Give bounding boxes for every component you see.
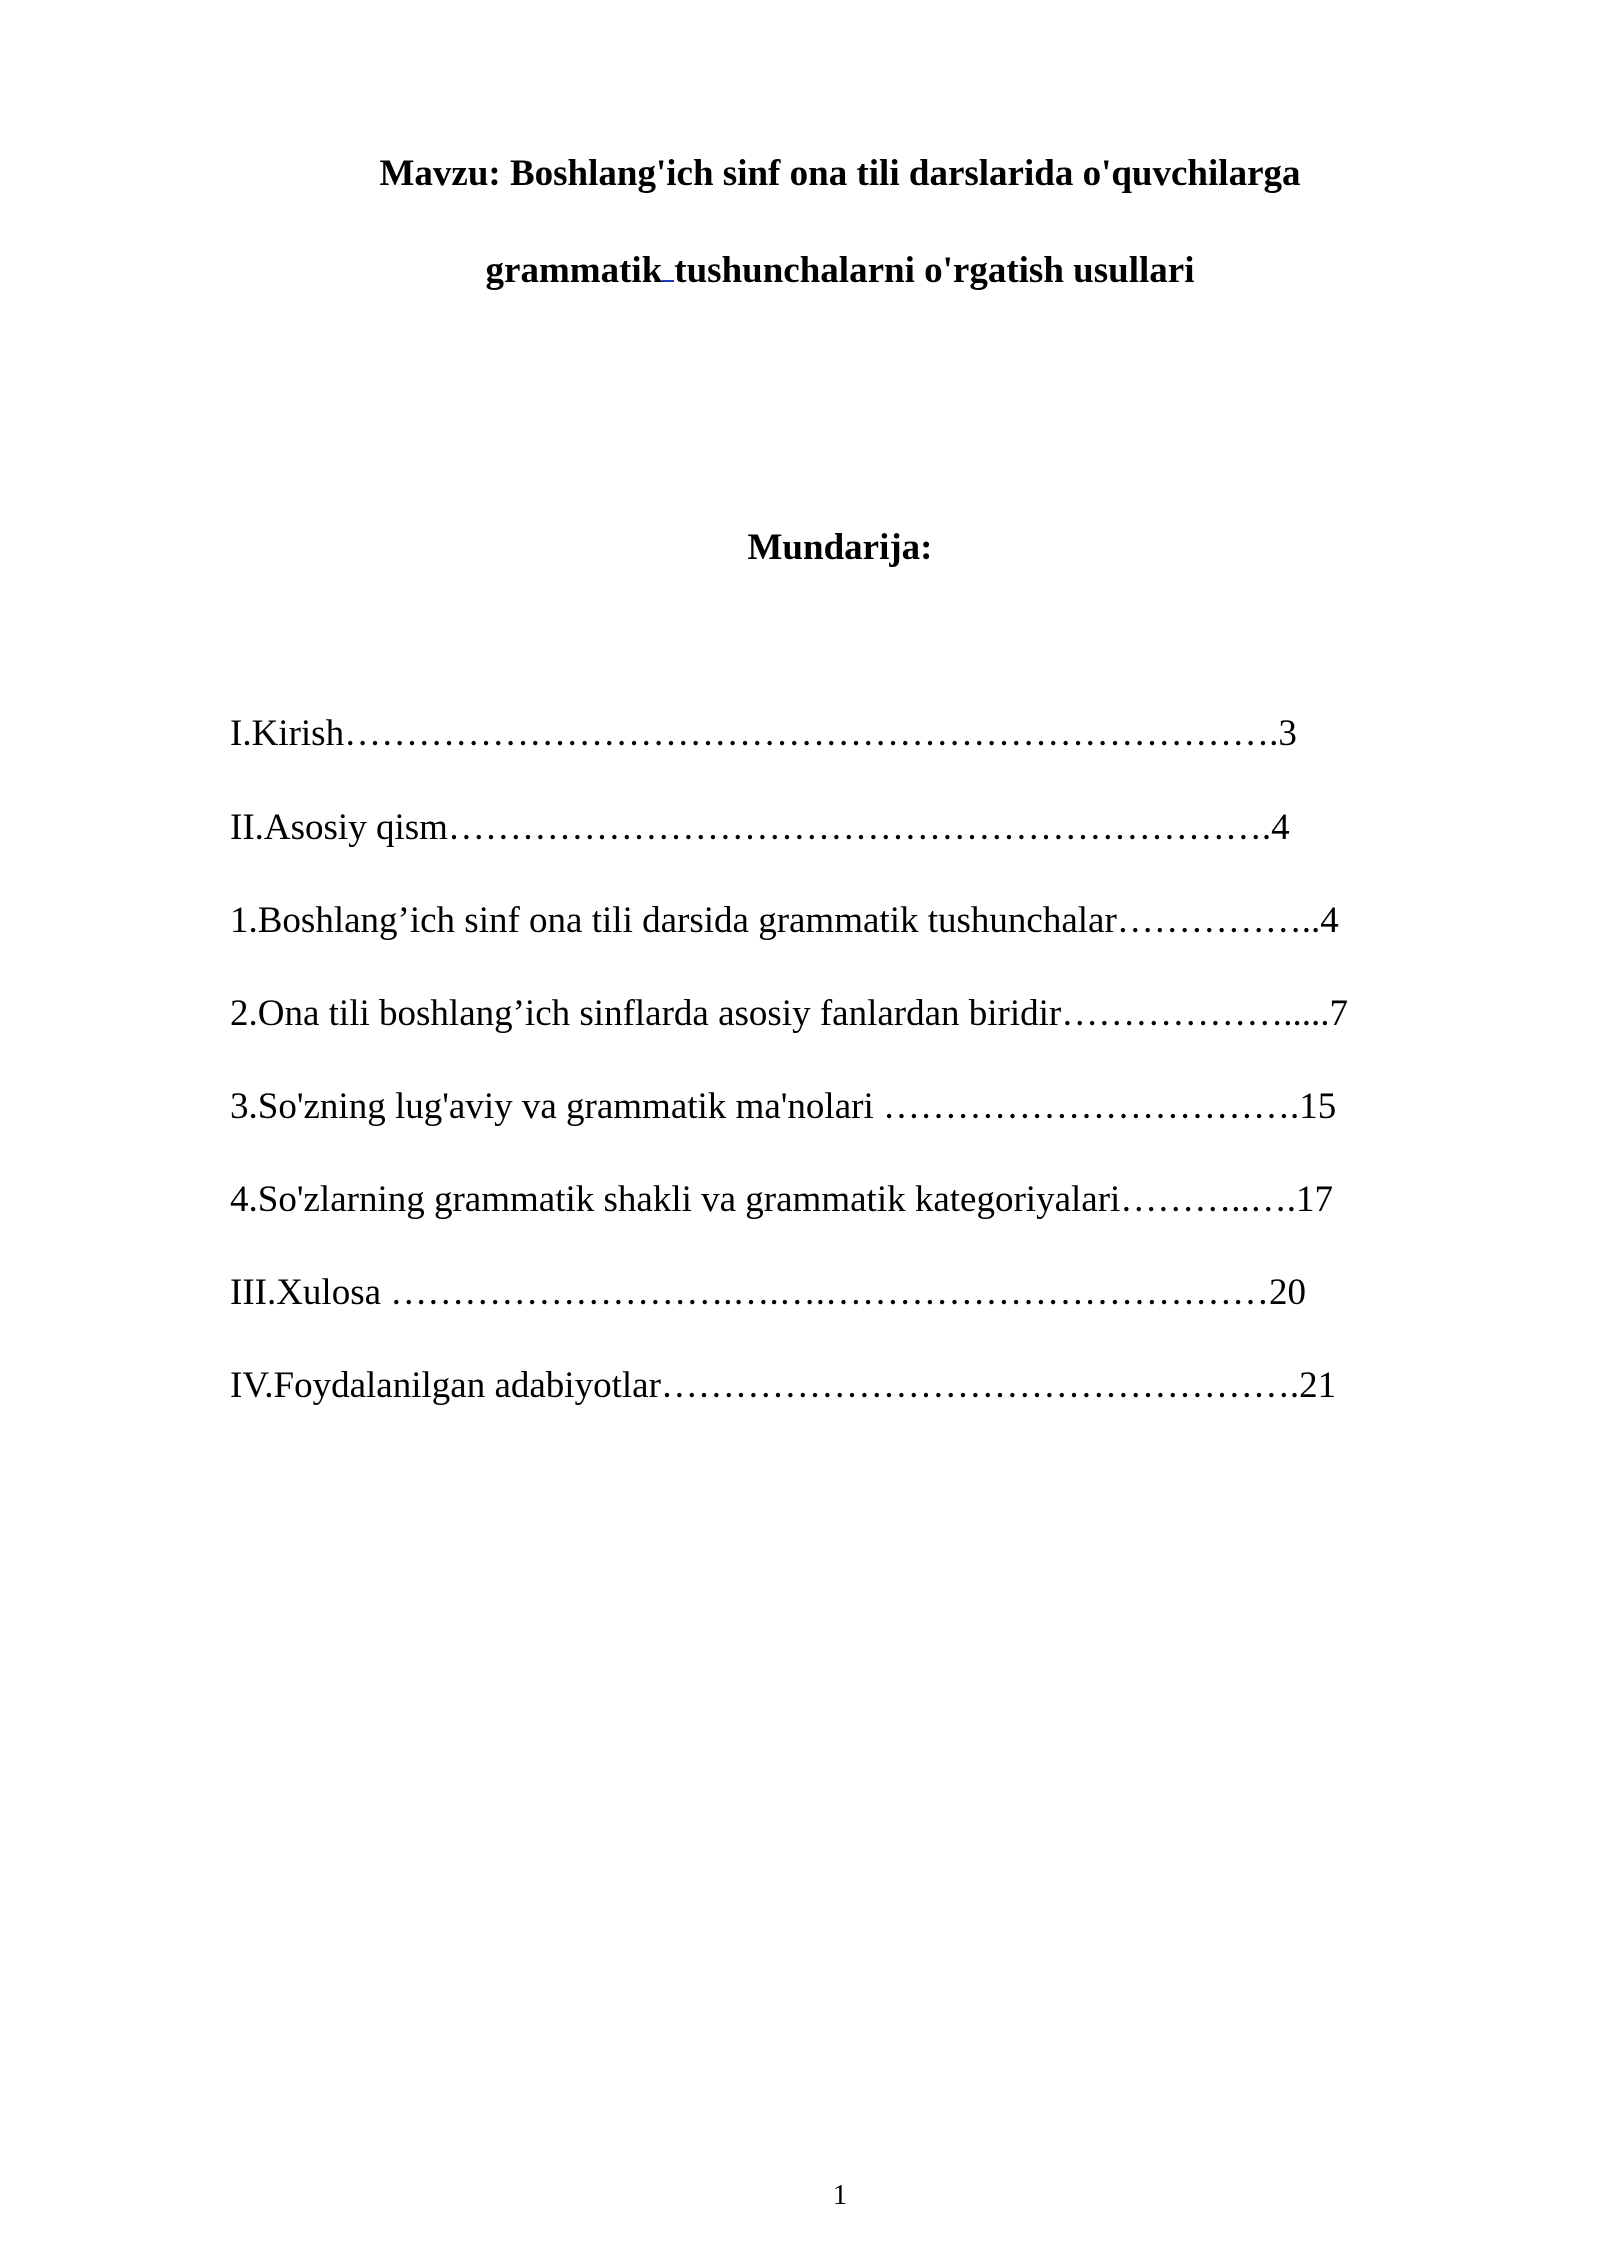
toc-item-adabiyotlar[interactable]: IV.Foydalanilgan adabiyotlar…………………………………………….21: [230, 1365, 1337, 1406]
toc-item-section-1[interactable]: 1.Boshlang’ich sinf ona tili darsida grammatik tushunchalar……………..4: [230, 900, 1339, 941]
toc-item-section-3[interactable]: 3.So'zning lug'aviy va grammatik ma'nolari …………………………….15: [230, 1086, 1337, 1127]
toc-item-xulosa[interactable]: III.Xulosa ……………………….….….………………………………20: [230, 1272, 1307, 1313]
page-number: 1: [832, 2179, 848, 2211]
toc-item-kirish[interactable]: I.Kirish………………………………………………………………….3: [230, 713, 1297, 754]
title-word-grammatik: grammatik: [485, 250, 663, 291]
toc-item-section-2[interactable]: 2.Ona tili boshlang’ich sinflarda asosiy fanlardan biridir……………….....7: [230, 993, 1349, 1034]
document-title-line-2: [0, 246, 1600, 293]
toc-item-asosiy-qism[interactable]: II.Asosiy qism………………………………………………………….4: [230, 807, 1290, 848]
toc-item-section-4[interactable]: 4.So'zlarning grammatik shakli va grammatik kategoriyalari………..….17: [230, 1179, 1334, 1220]
document-title-line-1: Mavzu: Boshlang'ich sinf ona tili darslarida o'quvchilarga: [379, 153, 1301, 194]
toc-heading: Mundarija:: [747, 527, 933, 568]
title-link-underline[interactable]: [662, 246, 674, 282]
title-rest: tushunchalarni o'rgatish usullari: [674, 250, 1195, 291]
